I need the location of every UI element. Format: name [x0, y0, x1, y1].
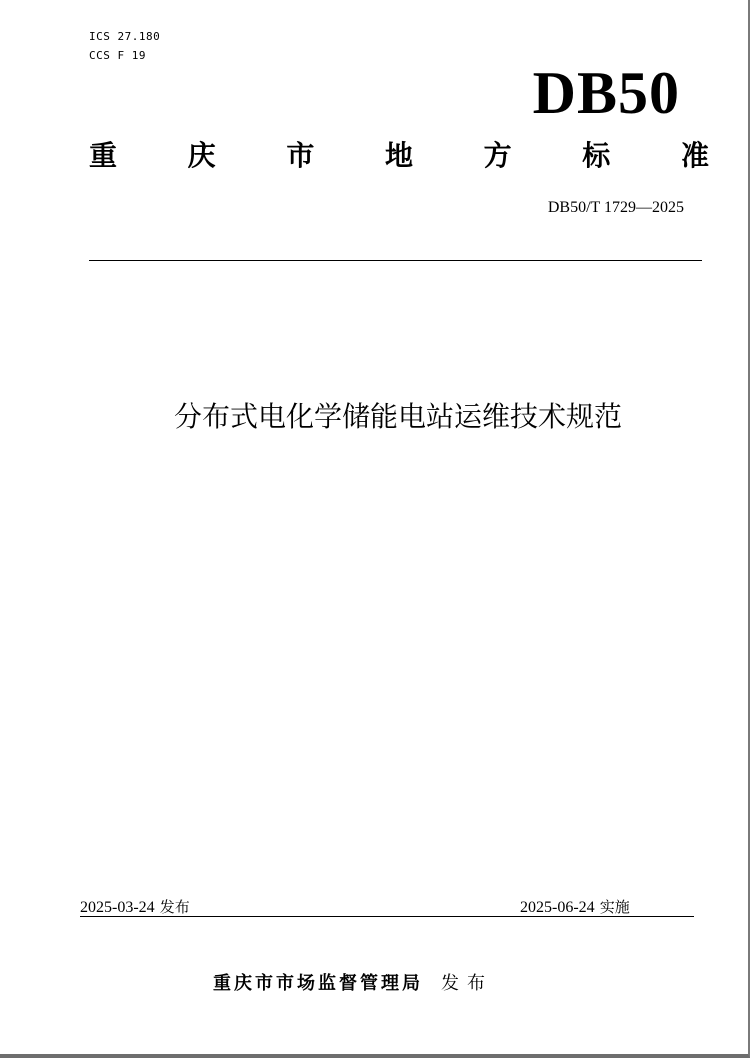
header-divider: [89, 260, 702, 261]
standard-type-char: 重: [89, 139, 118, 172]
implement-date-line: [520, 897, 630, 918]
issue-date: 2025-03-24: [80, 899, 155, 916]
standard-type-heading: [89, 138, 709, 174]
standard-type-char: 地: [384, 139, 413, 172]
standard-type-char: 方: [483, 139, 512, 172]
standard-type-char: 庆: [187, 139, 216, 172]
standard-type-char: 市: [286, 139, 315, 172]
publisher-name: 重庆市市场监督管理局: [213, 973, 423, 994]
implement-date: 2025-06-24: [520, 899, 595, 916]
footer-divider: [80, 916, 694, 917]
implement-label: 实施: [599, 898, 630, 916]
standard-code: DB50: [532, 60, 680, 126]
publisher-suffix: 发布: [441, 973, 493, 994]
document-title: 分布式电化学储能电站运维技术规范: [173, 400, 622, 433]
publisher-line: [213, 972, 493, 996]
standard-number: DB50/T 1729—2025: [547, 199, 684, 216]
standard-type-char: 标: [582, 139, 611, 172]
issue-label: 发布: [159, 898, 190, 916]
ics-code: ICS 27.180: [89, 30, 161, 43]
ccs-code: CCS F 19: [89, 49, 146, 62]
standard-type-char: 准: [680, 139, 709, 172]
issue-date-line: [80, 897, 190, 918]
